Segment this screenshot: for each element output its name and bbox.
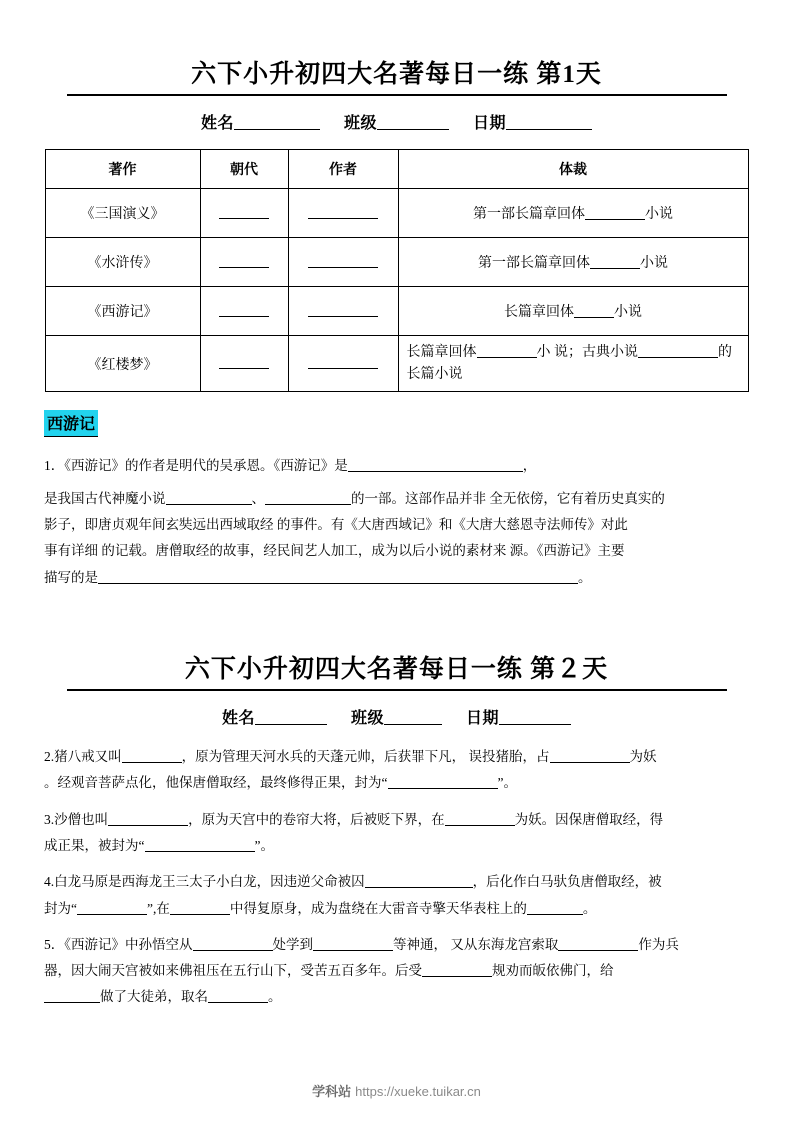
q5-text-c: 等神通， 又从东海龙宫索取 — [393, 936, 559, 952]
day2-date-label: 日期 — [466, 709, 500, 727]
table-row — [45, 336, 748, 392]
day2-name-blank[interactable] — [255, 709, 327, 725]
q1-text-d: 、 — [251, 490, 265, 506]
day1-title: 六下小升初四大名著每日一练 第1天 — [191, 61, 602, 88]
genre-suffix: 小说 — [645, 207, 673, 222]
day2-title: 六下小升初四大名著每日一练 第２天 — [184, 655, 609, 683]
q5-blank-2[interactable] — [313, 937, 393, 951]
watermark-logo: 学科站 — [312, 1084, 352, 1099]
q5-blank-3[interactable] — [558, 937, 638, 951]
q1-text-e: 的一部。这部作品并非 全无依傍，它有着历史真实的 — [351, 490, 665, 506]
q3-blank-1[interactable] — [108, 812, 188, 826]
genre-prefix: 第一部长篇章回体 — [473, 207, 585, 222]
genre-suffix: 小说 — [614, 305, 642, 320]
q2-text-c: 为妖 — [629, 748, 657, 764]
cell-work: 《三国演义》 — [45, 189, 200, 238]
day1-date-label: 日期 — [473, 115, 507, 132]
q2-text-a: 2.猪八戒又叫 — [44, 748, 122, 764]
day1-name-blank[interactable] — [234, 114, 320, 130]
q2-text-e: ”。 — [497, 775, 517, 791]
genre-blank-2[interactable] — [638, 344, 718, 358]
q4-blank-4[interactable] — [527, 901, 583, 915]
q1-text-c: 是我国古代神魔小说 — [44, 490, 166, 506]
genre-mid: 小 说；古典小说 — [536, 345, 638, 360]
q5-text-g: 做了大徒弟，取名 — [100, 989, 208, 1005]
q3-text-b: ，原为天宫中的卷帘大将，后被贬下界，在 — [188, 811, 445, 827]
footer-watermark — [0, 1081, 793, 1100]
section-spacer — [44, 591, 749, 635]
question-4 — [44, 869, 749, 922]
genre-suffix: 的长篇小说 — [406, 345, 732, 382]
day1-title-rule — [67, 94, 727, 96]
q5-blank-1[interactable] — [193, 937, 273, 951]
day2-class-blank[interactable] — [384, 709, 442, 725]
q5-blank-4[interactable] — [422, 963, 492, 977]
day2-name-label: 姓名 — [221, 709, 255, 727]
cell-author[interactable] — [288, 287, 398, 336]
table-row — [45, 238, 748, 287]
cell-author[interactable] — [288, 336, 398, 392]
table-row — [45, 189, 748, 238]
q1-text-a: 1．《西游记》的作者是明代的吴承恩。《西游记》是 — [44, 458, 348, 474]
day1-class-blank[interactable] — [377, 114, 449, 130]
q3-text-d: 成正果，被封为“ — [44, 837, 145, 853]
q4-text-b: ，后化作白马驮负唐僧取经，被 — [472, 874, 662, 890]
cell-genre — [398, 287, 748, 336]
header-author: 作者 — [288, 150, 398, 189]
q3-text-e: ”。 — [254, 837, 274, 853]
cell-work: 《水浒传》 — [45, 238, 200, 287]
cell-dynasty[interactable] — [200, 336, 288, 392]
q4-blank-1[interactable] — [365, 874, 473, 888]
q5-blank-6[interactable] — [208, 989, 268, 1003]
day1-student-info — [44, 110, 749, 133]
watermark-url: https://xueke.tuikar.cn — [355, 1084, 481, 1099]
day2-date-blank[interactable] — [499, 709, 571, 725]
day2-section — [44, 649, 749, 1011]
genre-suffix: 小说 — [640, 256, 668, 271]
question-2 — [44, 744, 749, 797]
genre-prefix: 长篇章回体 — [406, 345, 477, 360]
day2-title-rule — [67, 689, 727, 691]
q3-text-c: 为妖。因保唐僧取经，得 — [514, 811, 664, 827]
q4-text-a: 4.白龙马原是西海龙王三太子小白龙，因违逆父命被囚 — [44, 874, 365, 890]
genre-blank-1[interactable] — [477, 344, 537, 358]
day1-name-label: 姓名 — [200, 115, 234, 132]
cell-dynasty[interactable] — [200, 287, 288, 336]
q2-blank-2[interactable] — [550, 749, 630, 763]
q5-text-b: 处学到 — [272, 936, 313, 952]
day1-date-blank[interactable] — [506, 114, 592, 130]
question-1-line-1 — [44, 453, 749, 479]
q4-text-d: ”,在 — [147, 900, 170, 916]
cell-dynasty[interactable] — [200, 189, 288, 238]
q5-text-d: 作为兵 — [638, 936, 679, 952]
q1-text-i: 。 — [578, 569, 592, 585]
cell-genre — [398, 336, 748, 392]
q2-blank-3[interactable] — [388, 775, 498, 789]
cell-work: 《西游记》 — [45, 287, 200, 336]
header-genre: 体裁 — [398, 150, 748, 189]
q4-text-f: 。 — [582, 900, 597, 916]
q4-text-e: 中得复原身，成为盘绕在大雷音寺擎天华表柱上的 — [229, 900, 527, 916]
day1-class-label: 班级 — [343, 115, 377, 132]
q1-blank-2[interactable] — [166, 491, 252, 505]
genre-blank[interactable] — [585, 206, 645, 220]
day2-student-info — [44, 705, 749, 728]
genre-prefix: 长篇章回体 — [504, 305, 574, 320]
section-heading-xiyouji: 西游记 — [44, 410, 98, 437]
q1-blank-1[interactable] — [348, 458, 523, 472]
q3-blank-2[interactable] — [445, 812, 515, 826]
cell-work: 《红楼梦》 — [45, 336, 200, 392]
q2-text-b: ，原为管理天河水兵的天蓬元帅，后获罪下凡， 误投猪胎，占 — [181, 748, 550, 764]
cell-genre — [398, 238, 748, 287]
q4-blank-2[interactable] — [77, 901, 147, 915]
q4-text-c: 封为“ — [44, 900, 77, 916]
q5-blank-5[interactable] — [44, 989, 100, 1003]
q1-text-h: 描写的是 — [44, 569, 98, 585]
q1-text-b: ， — [522, 458, 537, 474]
q2-text-d: 。经观音菩萨点化，他保唐僧取经，最终修得正果，封为“ — [44, 775, 388, 791]
header-work: 著作 — [45, 150, 200, 189]
q1-blank-4[interactable] — [98, 570, 578, 584]
q5-text-h: 。 — [268, 989, 282, 1005]
q3-blank-3[interactable] — [145, 838, 255, 852]
q3-text-a: 3.沙僧也叫 — [44, 811, 109, 827]
cell-dynasty[interactable] — [200, 238, 288, 287]
q1-text-f: 影子，即唐贞观年间玄奘远出西域取经 的事件。有《大唐西域记》和《大唐大慈恩寺法师传》对此 — [44, 517, 628, 532]
day1-section — [44, 54, 749, 591]
q5-text-f: 规劝而皈依佛门，给 — [492, 963, 614, 979]
q1-text-g: 事有详细 的记载。唐僧取经的故事，经民间艺人加工，成为以后小说的素材来 源。《西游记》主要 — [44, 543, 625, 559]
genre-prefix: 第一部长篇章回体 — [478, 256, 590, 271]
question-3 — [44, 807, 749, 860]
day2-class-label: 班级 — [350, 709, 384, 727]
cell-genre — [398, 189, 748, 238]
q2-blank-1[interactable] — [122, 749, 182, 763]
q5-text-a: 5．《西游记》中孙悟空从 — [44, 936, 193, 952]
cell-author[interactable] — [288, 238, 398, 287]
question-1-body — [44, 486, 749, 591]
table-header-row — [45, 150, 748, 189]
genre-blank[interactable] — [590, 255, 640, 269]
q4-blank-3[interactable] — [170, 901, 230, 915]
table-row — [45, 287, 748, 336]
header-dynasty: 朝代 — [200, 150, 288, 189]
q5-text-e: 器，因大闹天宫被如来佛祖压在五行山下，受苦五百多年。后受 — [44, 963, 422, 979]
question-5 — [44, 932, 749, 1011]
cell-author[interactable] — [288, 189, 398, 238]
genre-blank[interactable] — [574, 304, 614, 318]
four-classics-table — [45, 149, 749, 392]
q1-blank-3[interactable] — [265, 491, 351, 505]
